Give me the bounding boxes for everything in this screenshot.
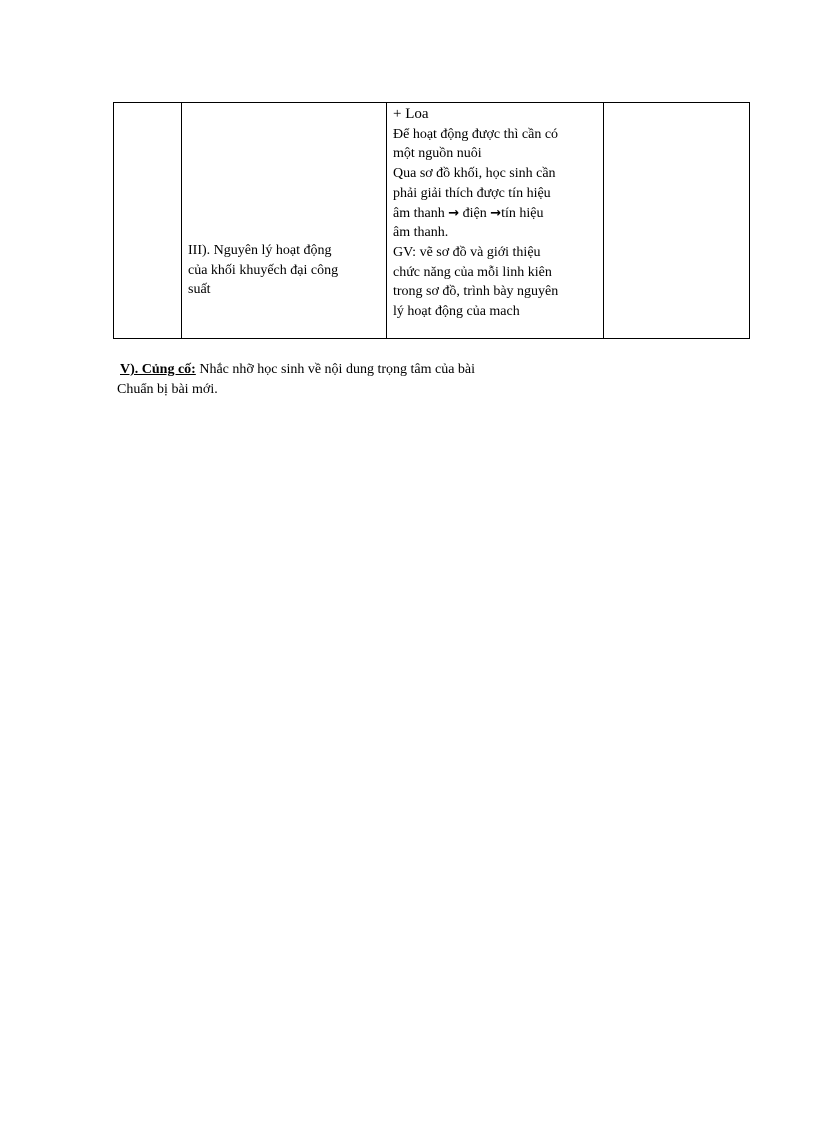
section-title-line: suất <box>188 282 211 298</box>
content-line: lý hoạt động của mach <box>393 304 520 320</box>
summary-heading: V). Củng cố: <box>120 362 196 377</box>
arrow-right-icon: → <box>490 205 502 221</box>
content-line: + Loa <box>393 106 429 122</box>
summary-line-2: Chuẩn bị bài mới. <box>117 382 218 397</box>
summary-section <box>117 360 476 400</box>
content-line: trong sơ đồ, trình bày nguyên <box>393 284 559 300</box>
content-line: phải giải thích được tín hiệu <box>393 185 551 201</box>
arrow-right-icon: → <box>448 205 460 221</box>
table-cell-content <box>387 103 604 339</box>
content-line: GV: vẽ sơ đồ và giới thiệu <box>393 244 541 260</box>
content-line-signal-flow <box>393 204 597 224</box>
content-line: một nguồn nuôi <box>393 146 482 162</box>
summary-text: Nhắc nhỡ học sinh về nội dung trọng tâm của bài <box>199 362 476 377</box>
content-line: âm thanh. <box>393 225 449 241</box>
summary-line-1 <box>120 360 475 380</box>
signal-flow-text: âm thanh <box>393 205 445 221</box>
content-line: Qua sơ đồ khối, học sinh cần <box>393 166 556 182</box>
table-cell-empty-left <box>114 103 182 339</box>
section-title-line: III). Nguyên lý hoạt động <box>188 243 332 258</box>
signal-flow-text: điện <box>462 205 487 221</box>
table-row <box>114 103 750 339</box>
content-line: chức năng của mỗi linh kiên <box>393 264 552 280</box>
section-title-line: của khối khuyếch đại công <box>188 262 339 278</box>
table-cell-empty-right <box>604 103 750 339</box>
lesson-table <box>113 102 750 339</box>
signal-flow-text: tín hiệu <box>501 205 544 221</box>
table-cell-section-title <box>182 103 387 339</box>
content-line: Để hoạt động được thì cần có <box>393 126 559 142</box>
